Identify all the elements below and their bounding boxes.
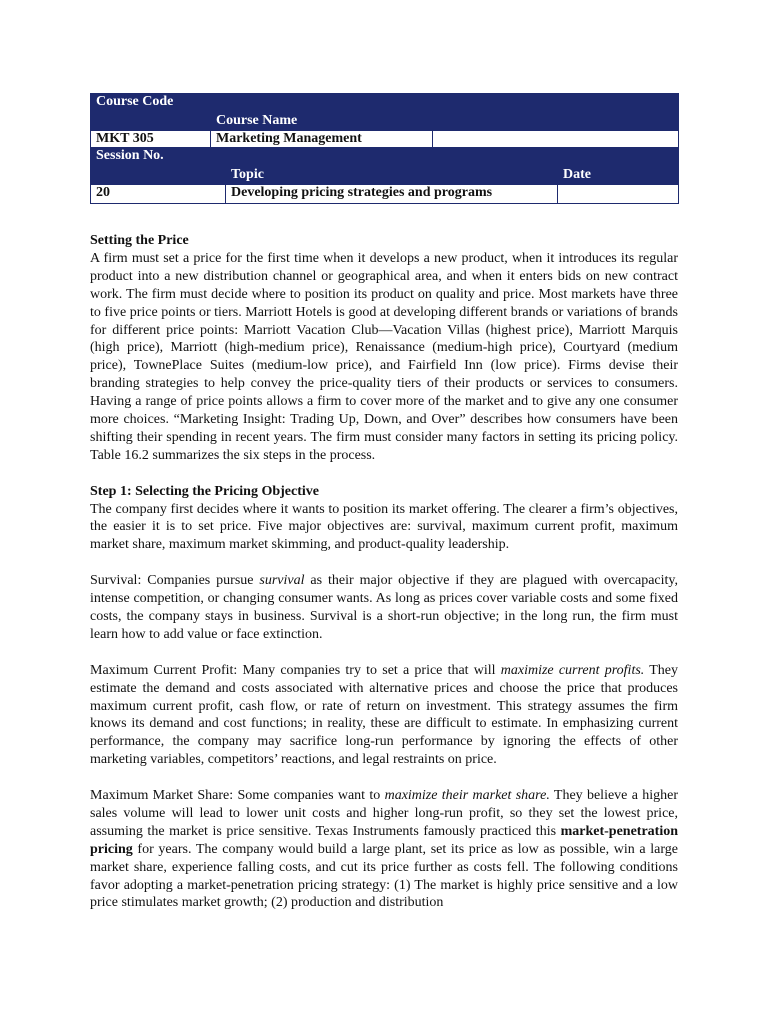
course-name-header: Course Name: [211, 94, 433, 131]
session-info-table: [90, 147, 679, 204]
date-value: [558, 185, 679, 204]
paragraph-setting-price: A firm must set a price for the first time when it develops a new product, when it introduces its regular product into a new distribution channel or geographical area, and when it enters bids on new contract work. The firm must decide where to position its product on quality and price. Most markets have three to five price points or tiers. Marriott Hotels is good at developing different brands or variations of brands for different price points: Marriott Vacation Club—Vacation Villas (highest price), Marriott Marquis (high price), Marriott (high-medium price), Renaissance (medium-high price), Courtyard (medium price), TownePlace Suites (medium-low price), and Fairfield Inn (low price). Firms devise their branding strategies to help convey the price-quality tiers of their products or services to consumers. Having a range of price points allows a firm to cover more of the market and to give any one consumer more choices. “Marketing Insight: Trading Up, Down, and Over” describes how consumers have been shifting their spending in recent years. The firm must consider many factors in setting its pricing policy. Table 16.2 summarizes the six steps in the process.: [90, 250, 678, 463]
course-header-row: [91, 94, 679, 131]
course-code-value: MKT 305: [91, 131, 211, 150]
course-code-header: Course Code: [91, 94, 211, 131]
session-header-row: [91, 148, 679, 185]
session-no-header: Session No.: [91, 148, 226, 185]
course-info-table: [90, 93, 679, 150]
paragraph-max-share: Maximum Market Share: Some companies want to maximize their market share. They believe a higher sales volume will lead to lower unit costs and higher long-run profit, so they set the lowest price, assuming the market is price sensitive. Texas Instruments famously practiced this market-penetration pricing for years. The company would build a large plant, set its price as low as possible, win a large market share, experience falling costs, and cut its price further as costs fell. The following conditions favor adopting a market-penetration pricing strategy: (1) The market is highly price sensitive and a low price stimulates market growth; (2) production and distribution: [90, 788, 678, 911]
date-header: Date: [558, 148, 679, 185]
session-value-row: [91, 185, 679, 204]
paragraph-survival: Survival: Companies pursue survival as their major objective if they are plagued with overcapacity, intense competition, or changing consumer wants. As long as prices cover variable costs and some fixed costs, the company stays in business. Survival is a short-run objective; in the long run, the firm must learn how to add value or face extinction.: [90, 573, 678, 642]
section-heading-setting-price: Setting the Price: [90, 233, 189, 248]
paragraph-max-profit: Maximum Current Profit: Many companies try to set a price that will maximize current profits. They estimate the demand and costs associated with alternative prices and choose the price that produces maximum current profit, cash flow, or rate of return on investment. This strategy assumes the firm knows its demand and cost functions; in reality, these are difficult to estimate. In emphasizing current performance, the company may sacrifice long-run performance by ignoring the effects of other marketing variables, competitors’ reactions, and legal restraints on price.: [90, 662, 678, 768]
topic-header: Topic: [226, 148, 558, 185]
course-blank-header: [433, 94, 679, 131]
document-body: [90, 232, 678, 930]
course-name-value: Marketing Management: [211, 131, 433, 150]
section-heading-step1: Step 1: Selecting the Pricing Objective: [90, 483, 320, 499]
topic-value: Developing pricing strategies and programs: [226, 185, 558, 204]
session-no-value: 20: [91, 185, 226, 204]
paragraph-step1: The company first decides where it wants to position its market offering. The clearer a firm’s objectives, the easier it is to set price. Five major objectives are: survival, maximum current profit, maximum market share, maximum market skimming, and product-quality leadership.: [90, 501, 678, 553]
